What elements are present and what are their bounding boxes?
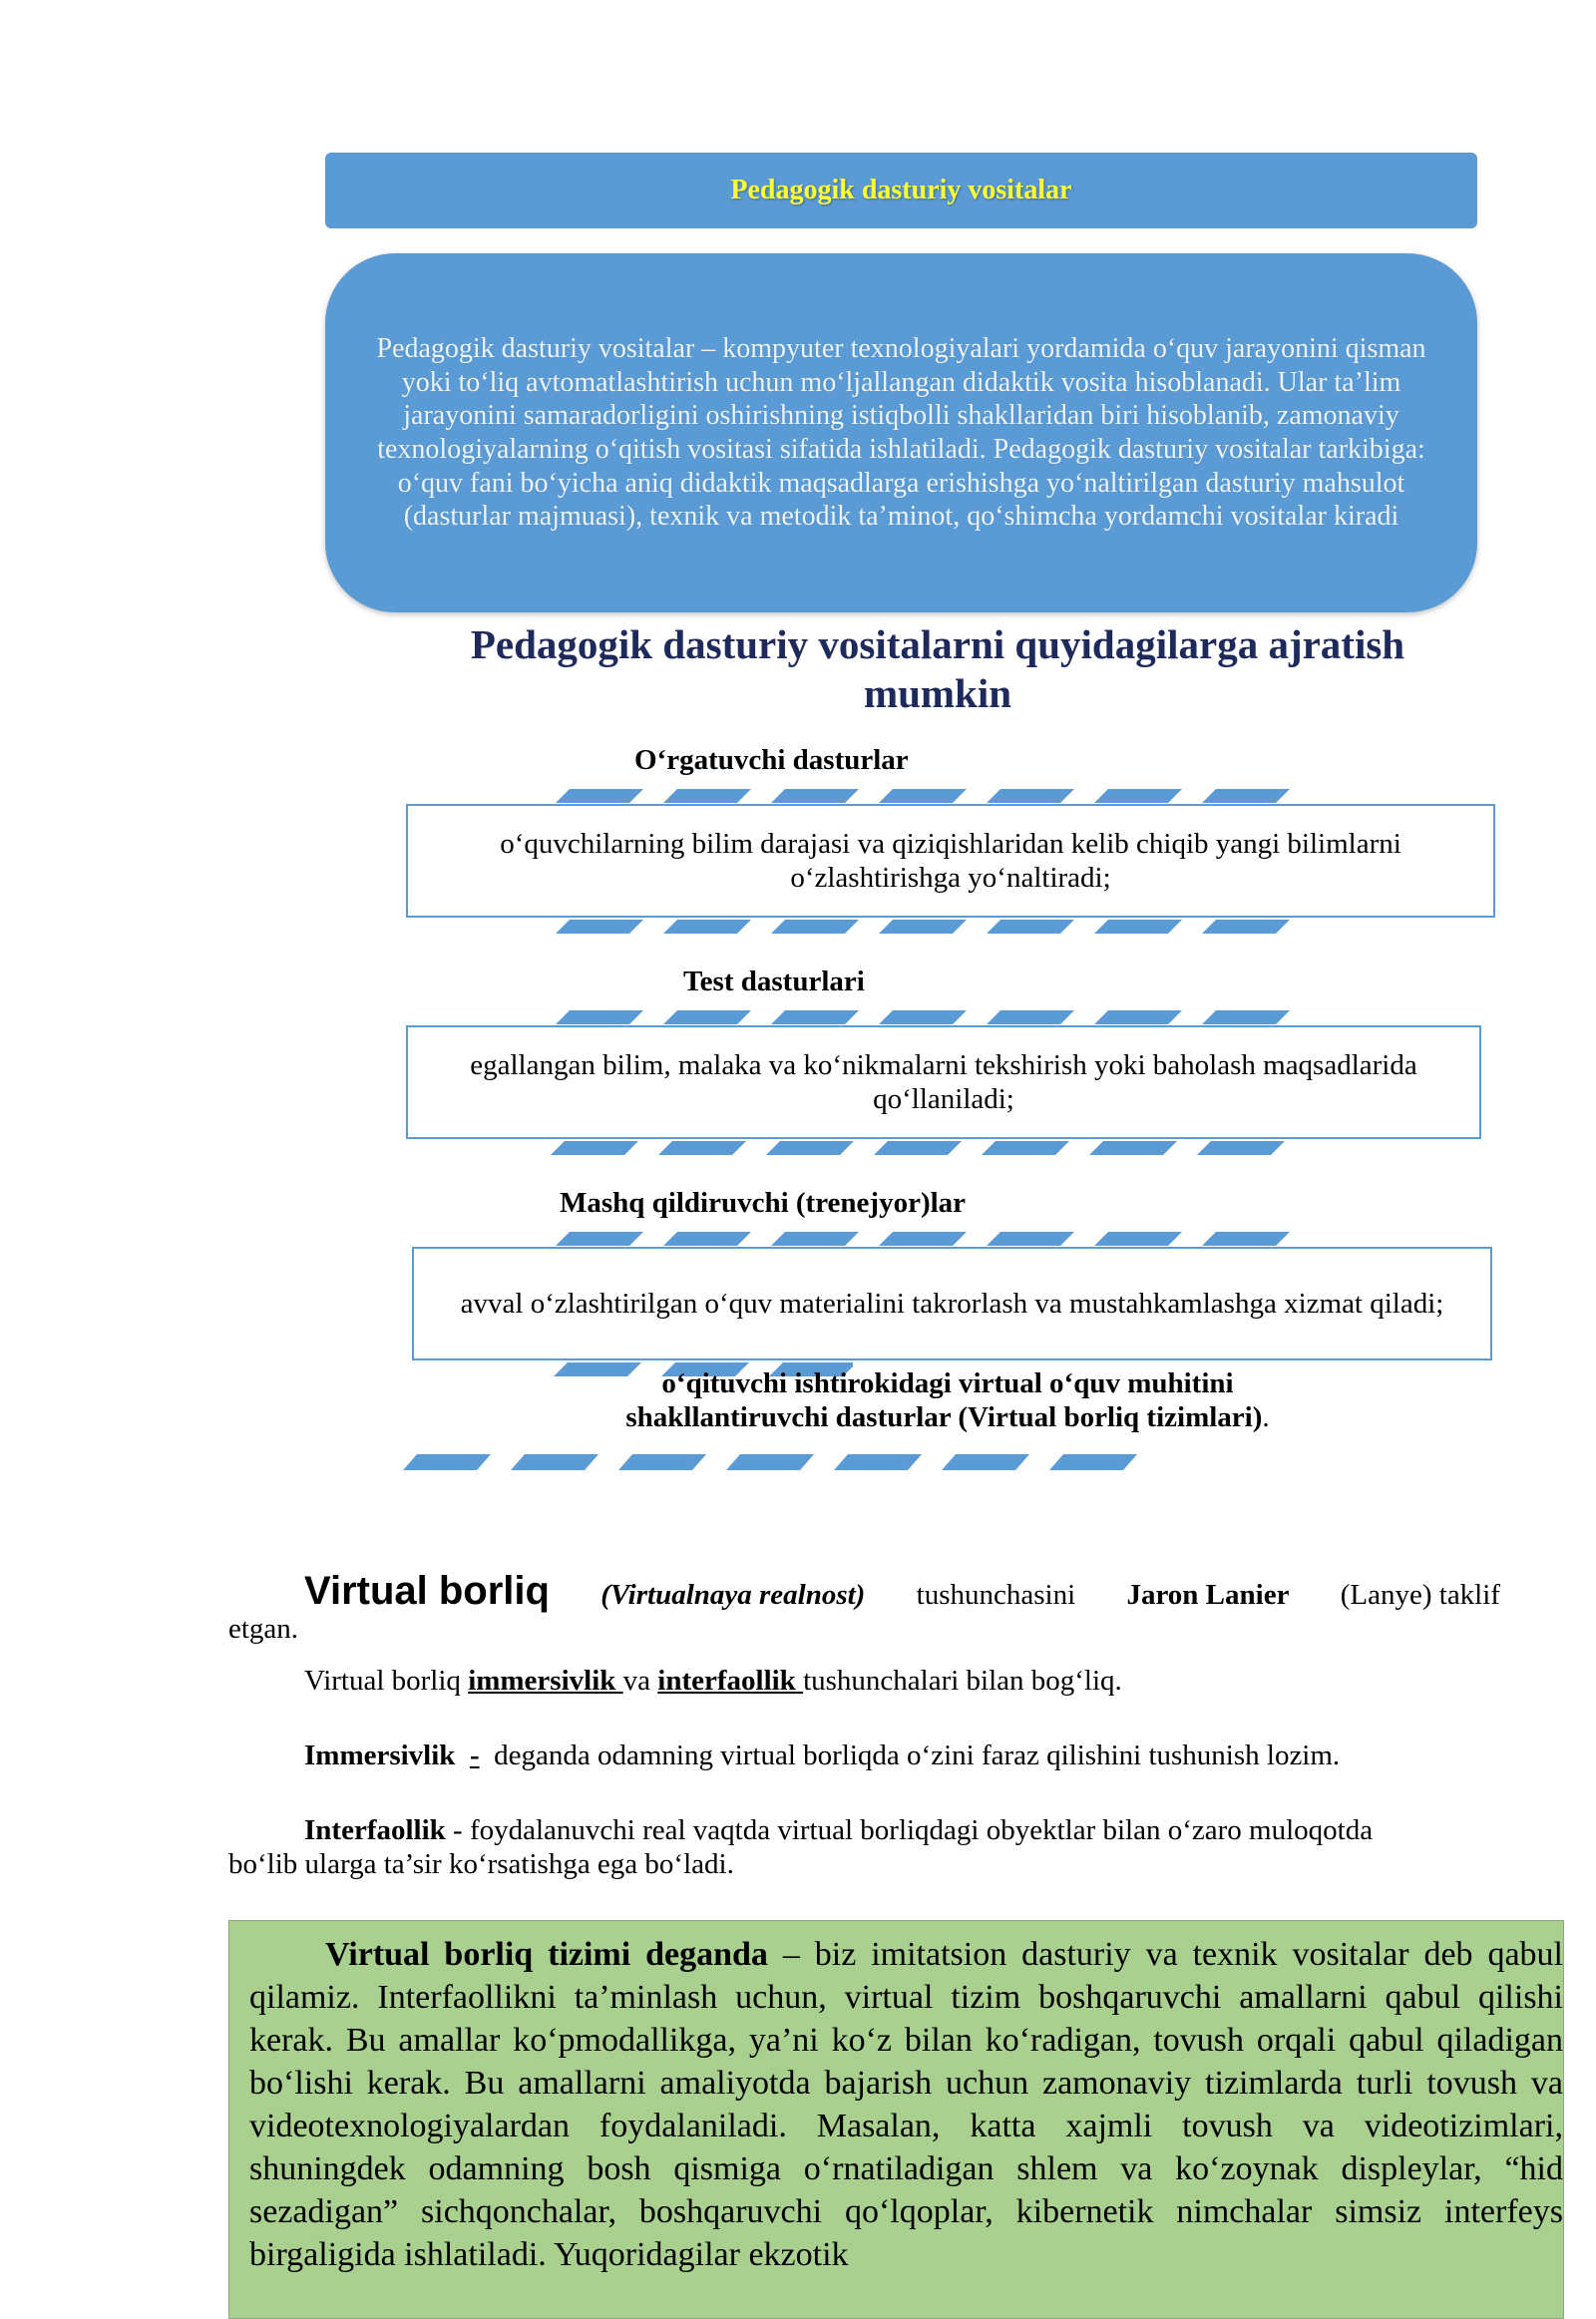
interfaollik-definition xyxy=(228,1813,1500,1881)
stripe-decoration xyxy=(556,920,1314,934)
stripe-segment xyxy=(987,789,1074,803)
stripe-segment xyxy=(1049,1454,1137,1470)
stripe-segment xyxy=(942,1454,1029,1470)
term-immersivlik-link: immersivlik xyxy=(468,1665,623,1697)
stripe-segment xyxy=(1202,920,1290,934)
vr-term: Virtual borliq xyxy=(304,1569,550,1613)
interfaollik-wrap: bo‘lib ularga ta’sir ko‘rsatishga ega bo‘ladi. xyxy=(228,1848,734,1880)
vr-russian-term: (Virtualnaya realnost) xyxy=(600,1579,866,1611)
virtual-programs-period: . xyxy=(1262,1401,1270,1433)
vr-concepts-line xyxy=(304,1664,1122,1698)
term-interfaollik-link: interfaollik xyxy=(657,1665,804,1697)
category-box-trainer xyxy=(412,1247,1492,1360)
stripe-decoration xyxy=(556,1232,1314,1246)
stripe-decoration xyxy=(556,1010,1314,1024)
vr-system-paragraph xyxy=(249,1933,1563,2276)
stripe-decoration xyxy=(556,789,1314,803)
stripe-segment xyxy=(834,1454,922,1470)
category-title-teaching: O‘rgatuvchi dasturlar xyxy=(634,744,909,776)
vr-intro-tail: (Lanye) taklif xyxy=(1340,1579,1500,1611)
stripe-segment xyxy=(1089,1141,1177,1155)
interfaollik-text: - foydalanuvchi real vaqtda virtual borliqdagi obyektlar bilan o‘zaro muloqotda xyxy=(453,1814,1374,1846)
stripe-segment xyxy=(766,1141,854,1155)
stripe-segment xyxy=(726,1454,814,1470)
stripe-segment xyxy=(771,1010,859,1024)
stripe-segment xyxy=(771,1232,859,1246)
vr-author: Jaron Lanier xyxy=(1126,1579,1290,1611)
definition-text: Pedagogik dasturiy vositalar – kompyuter texnologiyalari yordamida o‘quv jarayonini qisman yoki to‘liq avtomatlashtirish uchun mo‘ljallangan didaktik vosita hisoblanadi. Ular ta’lim jarayonini samaradorligini oshirishning istiqbolli shakllaridan biri hisoblanib, zamonaviy texnologiyalarning o‘qitish vositasi sifatida ishlatiladi. Pedagogik dasturiy vositalar tarkibiga: o‘quv fani bo‘yicha aniq didaktik maqsadlarga erishishga yo‘naltirilgan dasturiy mahsulot (dasturlar majmuasi), texnik va metodik ta’minot, qo‘shimcha yordamchi vositalar kiradi xyxy=(376,333,1426,533)
stripe-segment xyxy=(987,920,1074,934)
stripe-segment xyxy=(403,1454,491,1470)
stripe-segment xyxy=(1202,789,1290,803)
category-box-teaching xyxy=(406,804,1495,918)
stripe-segment xyxy=(658,1141,746,1155)
immersivlik-definition xyxy=(304,1739,1340,1772)
stripe-segment xyxy=(1202,1010,1290,1024)
stripe-segment xyxy=(663,789,751,803)
stripe-segment xyxy=(1094,920,1182,934)
stripe-segment xyxy=(879,1232,967,1246)
stripe-segment xyxy=(987,1232,1074,1246)
stripe-segment xyxy=(551,1141,638,1155)
vr-intro-paragraph xyxy=(228,1569,1500,1646)
vr-system-box xyxy=(228,1920,1564,2319)
category-description-trainer: avval o‘zlashtirilgan o‘quv materialini takrorlash va mustahkamlashga xizmat qiladi; xyxy=(460,1288,1444,1320)
section-heading: Pedagogik dasturiy vositalarni quyidagilarga ajratish mumkin xyxy=(470,621,1405,716)
stripe-segment xyxy=(987,1010,1074,1024)
stripe-segment xyxy=(879,789,967,803)
stripe-decoration xyxy=(403,1454,1161,1468)
stripe-segment xyxy=(1202,1232,1290,1246)
category-title-test: Test dasturlari xyxy=(683,966,865,997)
immersivlik-term: Immersivlik xyxy=(304,1739,456,1771)
stripe-segment xyxy=(511,1454,598,1470)
stripe-segment xyxy=(1094,1010,1182,1024)
section-banner xyxy=(325,153,1477,228)
category-description-test: egallangan bilim, malaka va ko‘nikmalarni tekshirish yoki baholash maqsadlarida qo‘llaniladi; xyxy=(470,1049,1417,1115)
vr-concepts-va: va xyxy=(622,1665,651,1697)
stripe-segment xyxy=(879,1010,967,1024)
stripe-segment xyxy=(1094,789,1182,803)
stripe-segment xyxy=(982,1141,1069,1155)
stripe-segment xyxy=(556,789,643,803)
stripe-segment xyxy=(771,920,859,934)
vr-intro-mid: tushunchasini xyxy=(916,1579,1076,1611)
virtual-programs-line2: shakllantiruvchi dasturlar (Virtual borliq tizimlari) xyxy=(625,1401,1263,1433)
vr-system-term: Virtual borliq tizimi deganda xyxy=(325,1936,768,1973)
definition-box xyxy=(325,253,1477,612)
stripe-segment xyxy=(1094,1232,1182,1246)
immersivlik-text: deganda odamning virtual borliqda o‘zini faraz qilishini tushunish lozim. xyxy=(494,1739,1341,1771)
stripe-segment xyxy=(874,1141,962,1155)
stripe-segment xyxy=(556,1010,643,1024)
virtual-programs-category xyxy=(559,1366,1337,1434)
stripe-segment xyxy=(663,920,751,934)
vr-concepts-end: tushunchalari bilan bog‘liq. xyxy=(803,1665,1122,1697)
stripe-segment xyxy=(556,920,643,934)
category-title-trainer: Mashq qildiruvchi (trenejyor)lar xyxy=(560,1187,967,1219)
banner-title: Pedagogik dasturiy vositalar xyxy=(730,175,1072,205)
stripe-segment xyxy=(663,1232,751,1246)
stripe-segment xyxy=(663,1010,751,1024)
stripe-segment xyxy=(556,1232,643,1246)
interfaollik-term: Interfaollik xyxy=(304,1814,446,1846)
category-box-test xyxy=(406,1025,1481,1139)
vr-system-text: – biz imitatsion dasturiy va texnik vositalar deb qabul qilamiz. Interfaollikni ta’minlash uchun, virtual tizim boshqaruvchi amallarni qabul qilishi kerak. Bu amallar ko‘pmodallikga, ya’ni ko‘z bilan ko‘radigan, tovush orqali qabul qiladigan bo‘lishi kerak. Bu amallarni amaliyotda bajarish uchun zamonaviy tizimlarda turli tovush va videotexnologiyalardan foydalaniladi. Masalan, katta xajmli tovush va videotizimlari, shuningdek odamning bosh qismiga o‘rnatiladigan shlem va ko‘zoynak displeylar, “hid sezadigan” sichqonchalar, boshqaruvchi qo‘lqoplar, kibernetik nimchalar simsiz interfeys birgaligida ishlatiladi. Yuqoridagilar ekzotik xyxy=(249,1936,1563,2273)
stripe-segment xyxy=(771,789,859,803)
stripe-segment xyxy=(1197,1141,1285,1155)
stripe-decoration xyxy=(551,1141,1309,1155)
stripe-segment xyxy=(879,920,967,934)
vr-intro-wrap: etgan. xyxy=(228,1613,299,1645)
vr-concepts-start: Virtual borliq xyxy=(304,1665,461,1697)
immersivlik-dash: - xyxy=(469,1739,480,1771)
category-description-teaching: o‘quvchilarning bilim darajasi va qiziqishlaridan kelib chiqib yangi bilimlarni o‘zlashtirishga yo‘naltiradi; xyxy=(500,828,1401,894)
stripe-segment xyxy=(618,1454,706,1470)
virtual-programs-line1: o‘qituvchi ishtirokidagi virtual o‘quv muhitini xyxy=(661,1367,1234,1399)
